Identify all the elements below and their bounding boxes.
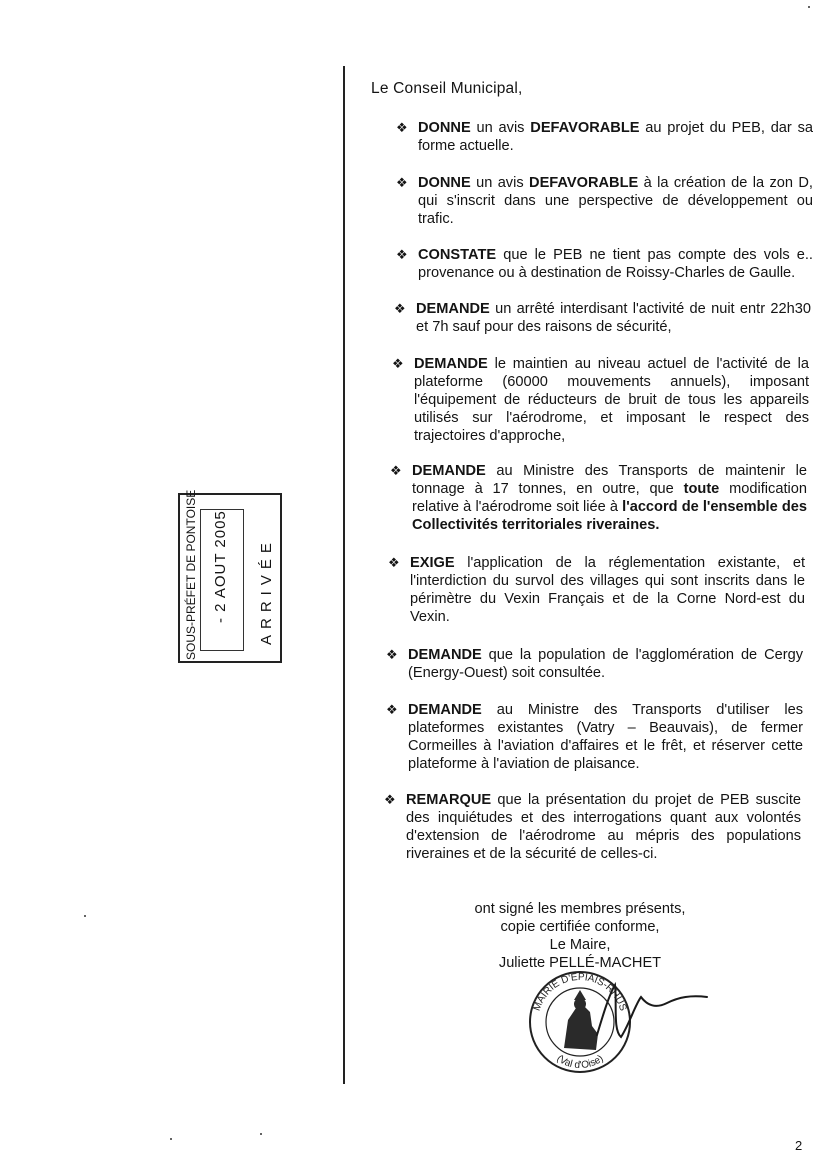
bullet-icon: ❖ — [396, 120, 408, 135]
page-number: 2 — [795, 1138, 803, 1153]
resolution-verb: DEMANDE — [416, 301, 490, 317]
resolution-text — [406, 791, 801, 863]
seal-top-text: MAIRIE D'EPIAIS-RHUS — [531, 971, 629, 1013]
resolution-body: l'application de la réglementation existante, et l'interdiction du survol des villages qui sont inscrits dans le périmètre du Vexin Français et de la Corne Nord-est du Vexin. — [410, 555, 805, 625]
resolution-text — [412, 462, 807, 534]
resolution-body: un avis DEFAVORABLE à la création de la zon D, qui s'inscrit dans une perspective de développement ou trafic. — [418, 175, 813, 227]
resolution-text — [418, 119, 813, 155]
resolution-text — [416, 300, 811, 336]
resolution-text — [414, 355, 809, 445]
resolution-text — [408, 646, 803, 682]
resolution-verb: CONSTATE — [418, 247, 497, 263]
resolution-verb: EXIGE — [410, 555, 455, 571]
margin-line — [343, 66, 345, 1084]
bullet-icon: ❖ — [386, 647, 398, 662]
resolution-verb: DEMANDE — [408, 702, 482, 718]
resolution-text — [418, 246, 813, 282]
bullet-icon: ❖ — [392, 356, 404, 371]
seal-bottom-text: (Val d'Oise) — [554, 1053, 606, 1072]
resolution-body: que le PEB ne tient pas compte des vols e.. provenance ou à destination de Roissy-Charles de Gaulle. — [418, 247, 813, 281]
bullet-icon: ❖ — [394, 301, 406, 316]
resolution-body: que la présentation du projet de PEB suscite des inquiétudes et des interrogations quant aux volontés d'extension de l'aérodrome au mépris des populations riveraines et de la sécurité de celles-ci. — [406, 792, 801, 862]
signature-line: Le Maire, — [549, 937, 611, 953]
resolution-verb: DEMANDE — [408, 647, 482, 663]
resolution-verb: REMARQUE — [406, 792, 492, 808]
bullet-icon: ❖ — [384, 792, 396, 807]
stamp-authority: SOUS-PRÉFET DE PONTOISE — [184, 489, 198, 660]
speck — [260, 1133, 262, 1135]
resolution-body: que la population de l'agglomération de Cergy (Energy-Ouest) soit consultée. — [408, 647, 803, 681]
resolution-verb: DEMANDE — [414, 356, 488, 372]
resolution-body: le maintien au niveau actuel de l'activité de la plateforme (60000 mouvements annuels), imposant l'équipement de réducteurs de bruit de tous les appareils utilisés sur l'aérodrome, et imposant le respect des trajectoires d'approche, — [414, 356, 809, 444]
bullet-icon: ❖ — [396, 247, 408, 262]
handwritten-signature — [595, 975, 715, 1045]
resolution-verb: DONNE — [418, 175, 471, 191]
council-heading: Le Conseil Municipal, — [371, 80, 523, 97]
resolution-body: au Ministre des Transports de maintenir le tonnage à 17 tonnes, en outre, que toute modification relative à l'aérodrome soit liée à l'accord de l'ensemble des Collectivités territoriales riveraines. — [412, 463, 808, 533]
bullet-icon: ❖ — [386, 702, 398, 717]
resolution-body: au Ministre des Transports d'utiliser les plateformes existantes (Vatry – Beauvais), de fermer Cormeilles à l'aviation d'affaires et le frêt, et réserver cette plateforme à l'aviation de plaisance. — [408, 702, 803, 772]
stamp-status: ARRIVÉE — [258, 537, 275, 645]
resolution-body: un avis DEFAVORABLE au projet du PEB, dar sa forme actuelle. — [418, 120, 813, 154]
arrival-stamp — [178, 489, 282, 663]
resolution-verb: DONNE — [418, 120, 471, 136]
speck — [808, 6, 810, 8]
signature-line: copie certifiée conforme, — [500, 919, 660, 935]
signature-line: ont signé les membres présents, — [474, 901, 686, 917]
speck — [170, 1138, 172, 1140]
speck — [84, 915, 86, 917]
mayor-name: Juliette PELLÉ-MACHET — [498, 955, 662, 971]
resolution-body: un arrêté interdisant l'activité de nuit entr 22h30 et 7h sauf pour des raisons de sécurité, — [416, 301, 811, 335]
stamp-date: - 2 AOUT 2005 — [212, 510, 229, 623]
resolution-text — [410, 554, 805, 626]
resolution-text — [418, 174, 813, 228]
bullet-icon: ❖ — [396, 175, 408, 190]
resolution-text — [408, 701, 803, 773]
marianne-emblem — [564, 990, 598, 1050]
resolution-verb: DEMANDE — [412, 463, 486, 479]
bullet-icon: ❖ — [390, 463, 402, 478]
bullet-icon: ❖ — [388, 555, 400, 570]
